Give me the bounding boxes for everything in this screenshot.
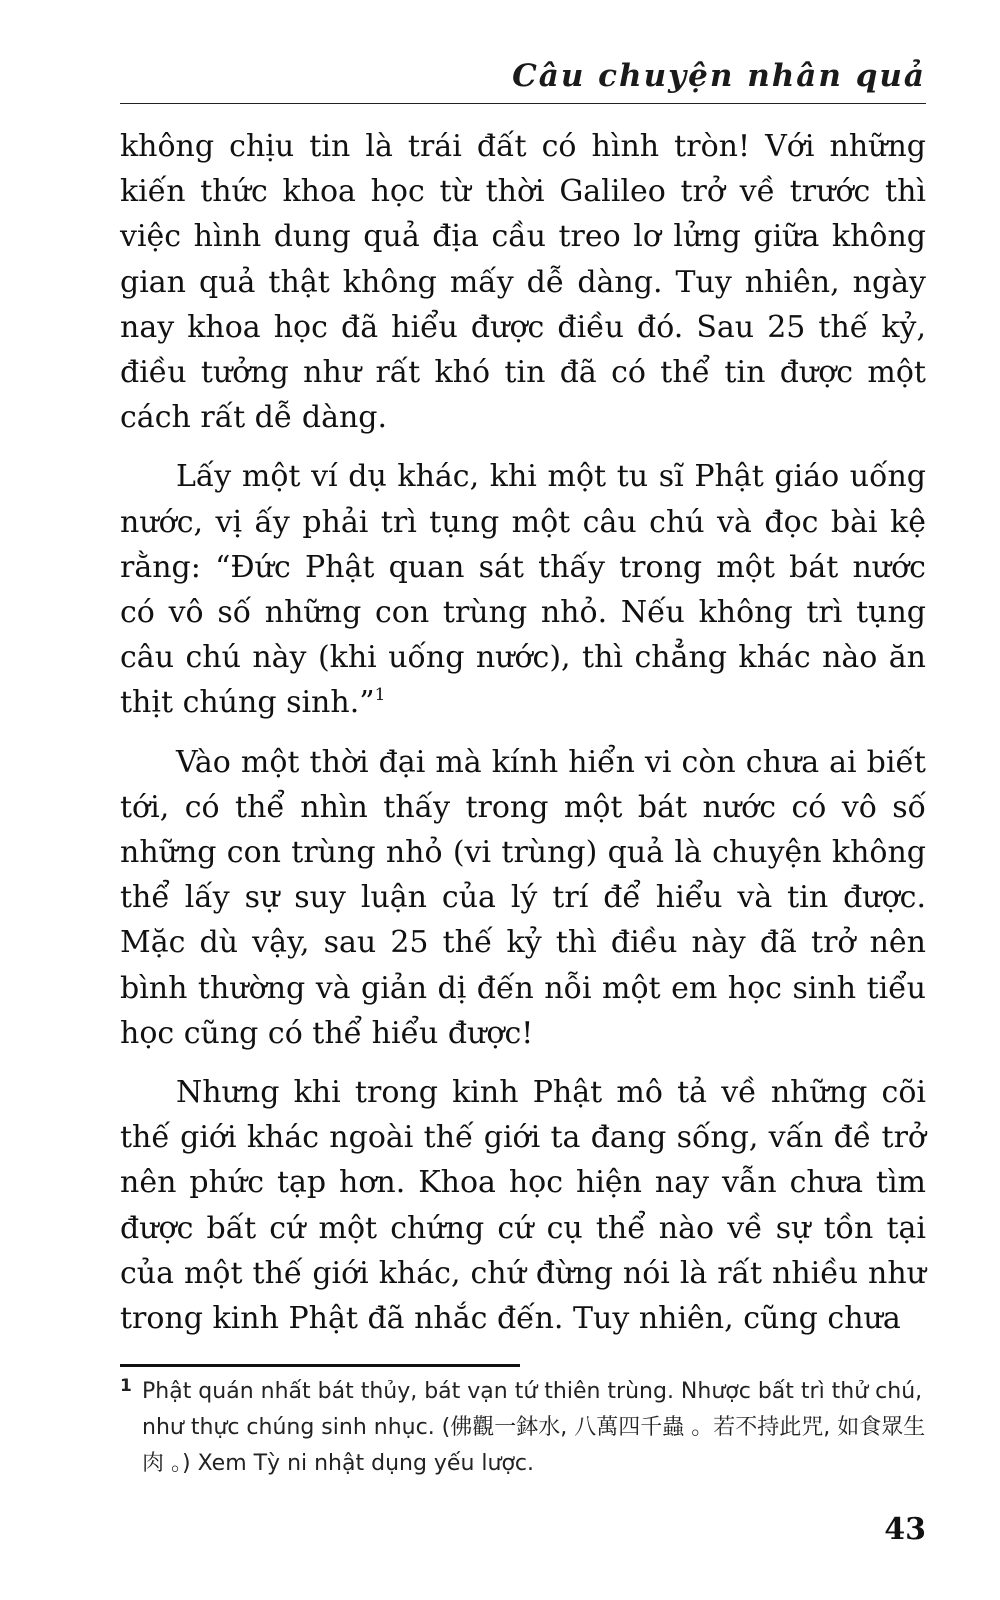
paragraph-mantra-example: [120, 454, 926, 725]
paragraph-text: không chịu tin là trái đất có hình tròn! Với những kiến thức khoa học từ thời Galileo trở về trước thì việc hình dung quả địa cầu treo lơ lửng giữa không gian quả thật không mấy dễ dàng. Tuy nhiên, ngày nay khoa học đã hiểu được điều đó. Sau 25 thế kỷ, điều tưởng như rất khó tin đã có thể tin được một cách rất dễ dàng.: [120, 129, 926, 436]
footnote-reference[interactable]: 1: [374, 685, 386, 706]
footnote-text: Phật quán nhất bát thủy, bát vạn tứ thiên trùng. Nhược bất trì thử chú, như thực chúng sinh nhục. (佛觀一鉢水, 八萬四千蟲 。若不持此咒, 如食眾生肉 。) Xem Tỳ ni nhật dụng yếu lược.: [142, 1379, 926, 1476]
page-number: 43: [884, 1512, 926, 1547]
footnote-separator: [120, 1364, 520, 1367]
body-text: [120, 124, 926, 1341]
paragraph-other-worlds: [120, 1070, 926, 1341]
footnote: [120, 1374, 926, 1482]
paragraph-text: Lấy một ví dụ khác, khi một tu sĩ Phật giáo uống nước, vị ấy phải trì tụng một câu chú và đọc bài kệ rằng: “Đức Phật quan sát thấy trong một bát nước có vô số những con trùng nhỏ. Nếu không trì tụng câu chú này (khi uống nước), thì chẳng khác nào ăn thịt chúng sinh.”: [120, 459, 926, 721]
paragraph-microscope: [120, 740, 926, 1056]
paragraph-continuation: [120, 124, 926, 440]
paragraph-text: Vào một thời đại mà kính hiển vi còn chưa ai biết tới, có thể nhìn thấy trong một bát nước có vô số những con trùng nhỏ (vi trùng) quả là chuyện không thể lấy sự suy luận của lý trí để hiểu và tin được. Mặc dù vậy, sau 25 thế kỷ thì điều này đã trở nên bình thường và giản dị đến nỗi một em học sinh tiểu học cũng có thể hiểu được!: [120, 744, 926, 1051]
header-rule: [120, 103, 926, 104]
footnote-number: 1: [120, 1376, 132, 1396]
running-head: Câu chuyện nhân quả: [512, 58, 926, 94]
paragraph-text: Nhưng khi trong kinh Phật mô tả về những cõi thế giới khác ngoài thế giới ta đang sống, vấn đề trở nên phức tạp hơn. Khoa học hiện nay vẫn chưa tìm được bất cứ một chứng cứ cụ thể nào về sự tồn tại của một thế giới khác, chứ đừng nói là rất nhiều như trong kinh Phật đã nhắc đến. Tuy nhiên, cũng chưa: [120, 1075, 926, 1337]
